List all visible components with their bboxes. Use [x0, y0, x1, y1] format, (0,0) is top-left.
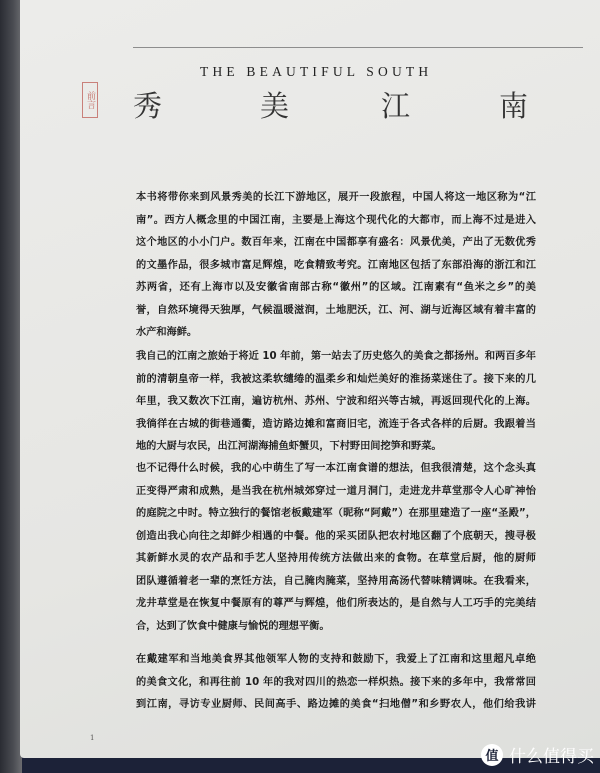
text-line: 苏两省，还有上海市以及安徽省南部古称“徽州”的区域。江南素有“鱼米之乡”的美 [136, 282, 536, 293]
book-spine [0, 0, 22, 773]
text-line: 到江南，寻访专业厨师、民间高手、路边摊的美食“扫地僧”和乡野农人，他们给我讲 [136, 699, 536, 710]
text-line: 的庭院之中时。特立独行的餐馆老板戴建军（昵称“阿戴”）在那里建造了一座“圣殿”， [136, 508, 536, 519]
page-number: 1 [90, 734, 95, 742]
text-line: 团队遵循着老一辈的烹饪方法，自己腌肉腌菜，坚持用高汤代替味精调味。在我看来， [136, 575, 536, 587]
paragraph-4 [136, 649, 536, 717]
chinese-title-char: 南 [499, 89, 529, 123]
watermark-text: 什么值得买 [509, 747, 594, 767]
text-line: 龙井草堂是在恢复中餐原有的尊严与辉煌，他们所表达的，是自然与人工巧手的完美结 [136, 598, 536, 609]
text-line: 我徜徉在古城的街巷通衢，造访路边摊和富商旧宅，流连于各式各样的后厨。我跟着当 [136, 418, 536, 430]
text-line: 南”。西方人概念里的中国江南，主要是上海这个现代化的大都市，而上海不过是进入 [136, 214, 536, 226]
text-line: 其新鲜水灵的农产品和手艺人坚持用传统方法做出来的食物。在草堂后厨，他的厨师 [136, 553, 536, 564]
text-line: 的文墨作品，很多城市富足辉煌，吃食精致考究。江南地区包括了东部沿海的浙江和江 [136, 259, 536, 271]
chinese-title-char: 秀 [133, 89, 163, 123]
text-line: 创造出我心向往之却鲜少相遇的中餐。他的采买团队把农村地区翻了个底朝天，搜寻极 [136, 530, 536, 542]
text-line: 正变得严肃和成熟，是当我在杭州城郊穿过一道月洞门，走进龙井草堂那令人心旷神怡 [136, 485, 536, 497]
watermark [481, 742, 594, 767]
watermark-logo-icon: 值 [481, 744, 503, 766]
text-line: 合，达到了饮食中健康与愉悦的理想平衡。 [136, 620, 330, 632]
header-rule [133, 47, 583, 48]
book-page [20, 0, 600, 758]
text-line: 年里，我又数次下江南，遍访杭州、苏州、宁波和绍兴等古城，再返回现代化的上海。 [136, 396, 536, 407]
english-title: THE BEAUTIFUL SOUTH [200, 64, 433, 79]
paragraph-3 [136, 458, 536, 638]
text-line: 我自己的江南之旅始于将近 10 年前，第一站去了历史悠久的美食之都扬州。和两百多年 [136, 351, 536, 362]
text-line: 的美食文化，和再往前 10 年的我对四川的热恋一样炽热。接下来的多年中，我常常回 [136, 676, 536, 688]
chinese-title-char: 江 [381, 89, 411, 123]
text-line: 这个地区的小小门户。数百年来，江南在中国都享有盛名：风景优美，产出了无数优秀 [136, 237, 536, 248]
text-line: 本书将带你来到风景秀美的长江下游地区，展开一段旅程，中国人将这一地区称为“江 [136, 192, 536, 203]
text-line: 在戴建军和当地美食界其他领军人物的支持和鼓励下，我爱上了江南和这里超凡卓绝 [136, 654, 536, 665]
preface-seal: 前言 [82, 82, 98, 118]
text-line: 前的清朝皇帝一样，我被这柔软缱绻的温柔乡和灿烂美好的淮扬菜迷住了。接下来的几 [136, 373, 536, 385]
text-line: 也不记得什么时候，我的心中萌生了写一本江南食谱的想法，但我很清楚，这个念头真 [136, 463, 536, 474]
text-line: 誉，自然环境得天独厚，气候温暖滋润，土地肥沃，江、河、湖与近海区域有着丰富的 [136, 304, 536, 316]
text-line: 地的大厨与农民，出江河湖海捕鱼虾蟹贝，下村野田间挖笋和野菜。 [136, 441, 442, 452]
text-line: 水产和海鲜。 [136, 327, 198, 338]
paragraph-1 [136, 187, 536, 345]
paragraph-2 [136, 346, 536, 459]
chinese-title-char: 美 [260, 89, 290, 123]
